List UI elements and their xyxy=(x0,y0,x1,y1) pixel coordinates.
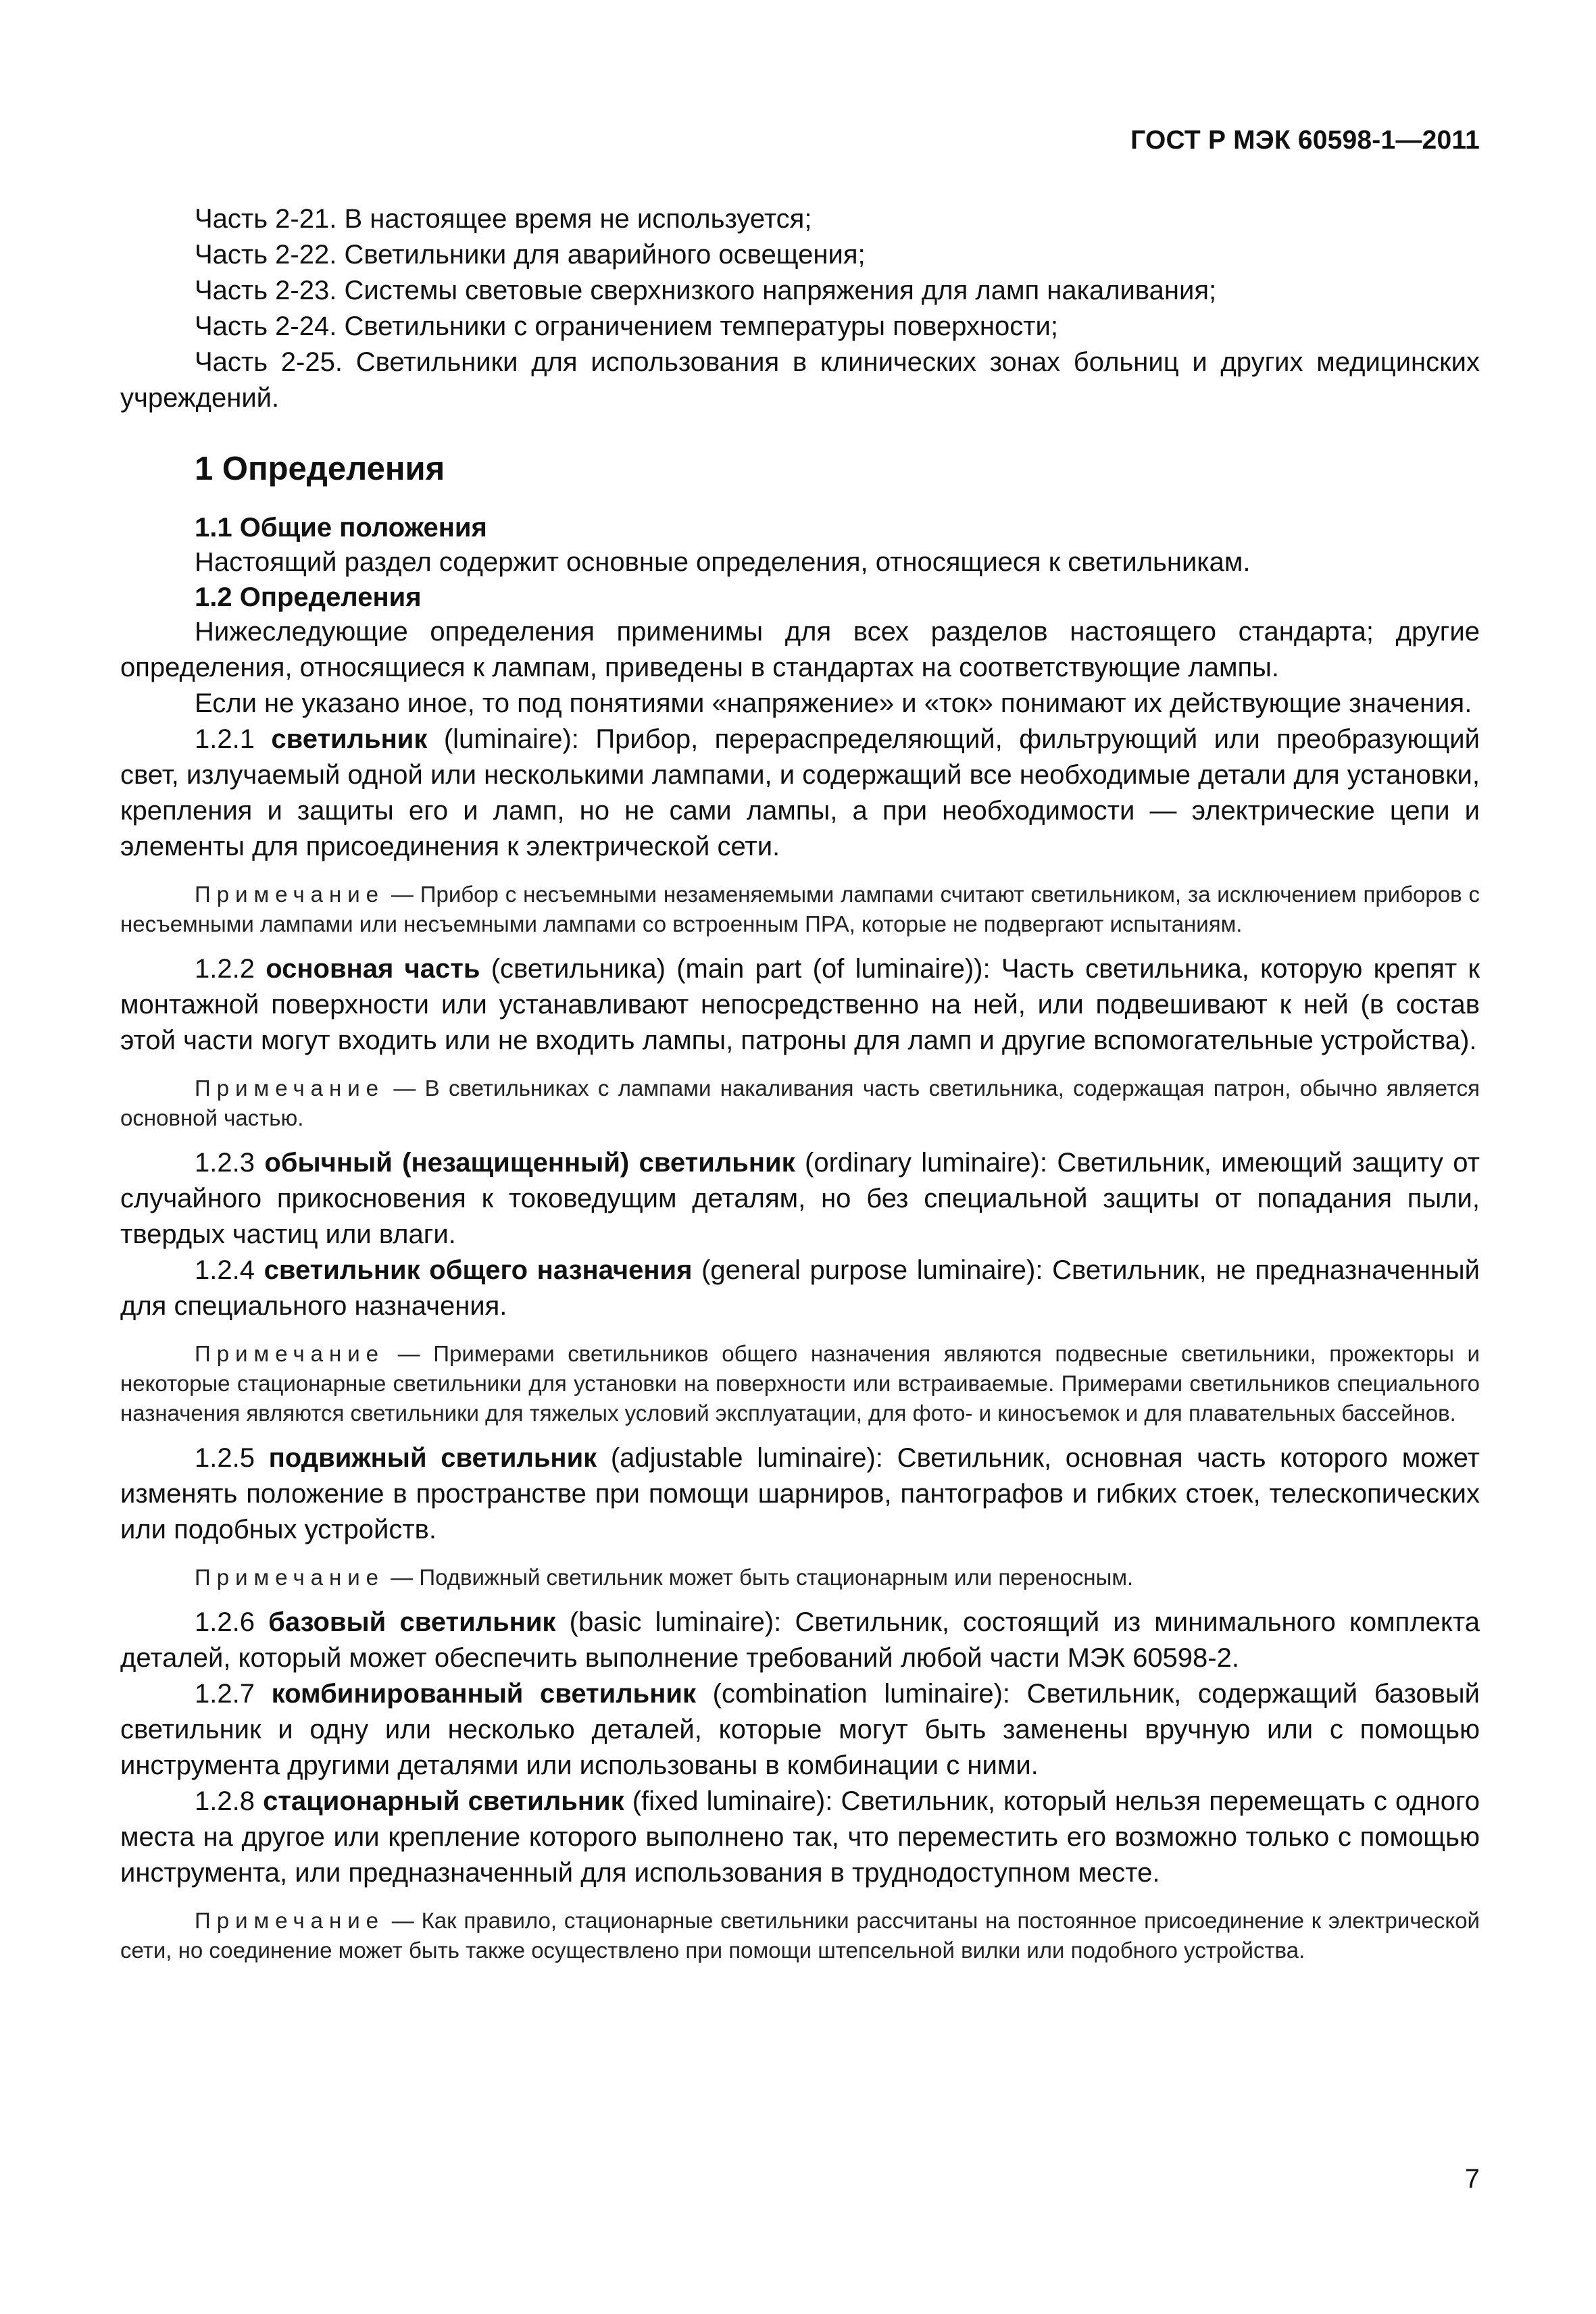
definition-1-2-8 xyxy=(120,1784,1480,1891)
paragraph: Нижеследующие определения применимы для всех разделов настоящего стандарта; другие определения, относящиеся к лампам, приведены в стандартах на соответствующие лампы. xyxy=(120,617,1480,682)
definition-text: (basic luminaire): Светильник, состоящий из минимального комплекта деталей, который может обеспечить выполнение требований любой части МЭК 60598-2. xyxy=(120,1607,1480,1673)
definition-number: 1.2.8 xyxy=(195,1786,255,1816)
definition-text: (adjustable luminaire): Светильник, основная часть которого может изменять положение в пространстве при помощи шарниров, пантографов и гибких стоек, телескопических или подобных устройств. xyxy=(120,1443,1480,1544)
definition-term: базовый светильник xyxy=(268,1607,556,1637)
definition-number: 1.2.1 xyxy=(195,724,255,754)
note-text: — Подвижный светильник может быть стационарным или переносным. xyxy=(384,1565,1134,1590)
note-label: Примечание xyxy=(195,1565,385,1590)
definition-number: 1.2.3 xyxy=(195,1148,255,1178)
list-item: Часть 2-21. В настоящее время не используется; xyxy=(195,204,812,234)
note-text: — Прибор с несъемными незаменяемыми лампами считают светильником, за исключением приборов с несъемными лампами или несъемными лампами со встроенным ПРА, которые не подвергают испытаниям. xyxy=(120,882,1480,936)
definition-text: (светильника) (main part (of luminaire)): Часть светильника, которую крепят к монтажной поверхности или устанавливают непосредственно на ней, или подвешивают к ней (в состав этой части могут входить или не входить лампы, патроны для ламп и другие вспомогательные устройства). xyxy=(120,954,1480,1055)
definition-term: светильник общего назначения xyxy=(264,1255,693,1285)
note-label: Примечание xyxy=(195,1076,385,1101)
definition-term: обычный (незащищенный) светильник xyxy=(264,1148,795,1178)
definition-1-2-1 xyxy=(120,722,1480,865)
document-header: ГОСТ Р МЭК 60598-1—2011 xyxy=(1130,126,1480,155)
definition-number: 1.2.2 xyxy=(195,954,255,984)
definition-number: 1.2.4 xyxy=(195,1255,255,1285)
paragraph: Настоящий раздел содержит основные определения, относящиеся к светильникам. xyxy=(195,547,1251,577)
subsection-heading-1-2: 1.2 Определения xyxy=(195,582,422,612)
list-item: Часть 2-22. Светильники для аварийного освещения; xyxy=(195,240,866,270)
note xyxy=(120,1074,1480,1133)
note xyxy=(120,1339,1480,1428)
note-text: — Примерами светильников общего назначения являются подвесные светильники, прожекторы и некоторые стационарные светильники для установки на поверхности или встраиваемые. Примерами светильников специального назначения являются светильники для тяжелых условий эксплуатации, для фото- и киносъемок и для плавательных бассейнов. xyxy=(120,1341,1480,1426)
definition-text: (general purpose luminaire): Светильник, не предназначенный для специального назначения. xyxy=(120,1255,1480,1321)
list-item: Часть 2-23. Системы световые сверхнизкого напряжения для ламп накаливания; xyxy=(195,276,1217,305)
definition-1-2-6 xyxy=(120,1605,1480,1676)
definition-term: светильник xyxy=(271,724,428,754)
section-title: 1 Определения xyxy=(195,451,445,487)
definition-term: подвижный светильник xyxy=(268,1443,597,1473)
page-content xyxy=(120,201,1480,1978)
note-text: — Как правило, стационарные светильники рассчитаны на постоянное присоединение к электрической сети, но соединение может быть также осуществлено при помощи штепсельной вилки или подобного устройства. xyxy=(120,1908,1480,1963)
list-item: Часть 2-25. Светильники для использования в клинических зонах больниц и других медицинских учреждений. xyxy=(120,347,1480,413)
page-number: 7 xyxy=(1464,2164,1480,2194)
note-label: Примечание xyxy=(195,1908,385,1933)
definition-text: (luminaire): Прибор, перераспределяющий, фильтрующий или преобразующий свет, излучаемый одной или несколькими лампами, и содержащий все необходимые детали для установки, крепления и защиты его и ламп, но не сами лампы, а при необходимости — электрические цепи и элементы для присоединения к электрической сети. xyxy=(120,724,1480,861)
list-item: Часть 2-24. Светильники с ограничением температуры поверхности; xyxy=(195,311,1058,341)
note xyxy=(120,880,1480,939)
note-label: Примечание xyxy=(195,1341,385,1366)
definition-1-2-7 xyxy=(120,1676,1480,1784)
definition-1-2-4 xyxy=(120,1253,1480,1324)
definition-term: комбинированный светильник xyxy=(271,1679,697,1709)
definition-term: основная часть xyxy=(266,954,480,984)
definition-number: 1.2.7 xyxy=(195,1679,255,1709)
paragraph: Если не указано иное, то под понятиями «напряжение» и «ток» понимают их действующие значения. xyxy=(195,688,1472,718)
definitions-list xyxy=(120,722,1480,1965)
note xyxy=(120,1563,1480,1592)
note-label: Примечание xyxy=(195,882,385,907)
note-text: — В светильниках с лампами накаливания часть светильника, содержащая патрон, обычно является основной частью. xyxy=(120,1076,1480,1130)
note xyxy=(120,1906,1480,1965)
definition-term: стационарный светильник xyxy=(263,1786,624,1816)
definition-number: 1.2.6 xyxy=(195,1607,255,1637)
subsection-heading-1-1: 1.1 Общие положения xyxy=(195,513,487,543)
definition-1-2-5 xyxy=(120,1440,1480,1548)
intro-list xyxy=(120,201,1480,416)
definition-1-2-2 xyxy=(120,951,1480,1059)
definition-text: (combination luminaire): Светильник, содержащий базовый светильник и одну или несколько деталей, которые могут быть заменены вручную или с помощью инструмента другими деталями или использованы в комбинации с ними. xyxy=(120,1679,1480,1780)
definition-1-2-3 xyxy=(120,1145,1480,1253)
definition-text: (fixed luminaire): Светильник, который нельзя перемещать с одного места на другое или крепление которого выполнено так, что переместить его возможно только с помощью инструмента, или предназначенный для использования в труднодоступном месте. xyxy=(120,1786,1480,1888)
definition-text: (ordinary luminaire): Светильник, имеющий защиту от случайного прикосновения к токоведущим деталям, но без специальной защиты от попадания пыли, твердых частиц или влаги. xyxy=(120,1148,1480,1249)
definition-number: 1.2.5 xyxy=(195,1443,255,1473)
